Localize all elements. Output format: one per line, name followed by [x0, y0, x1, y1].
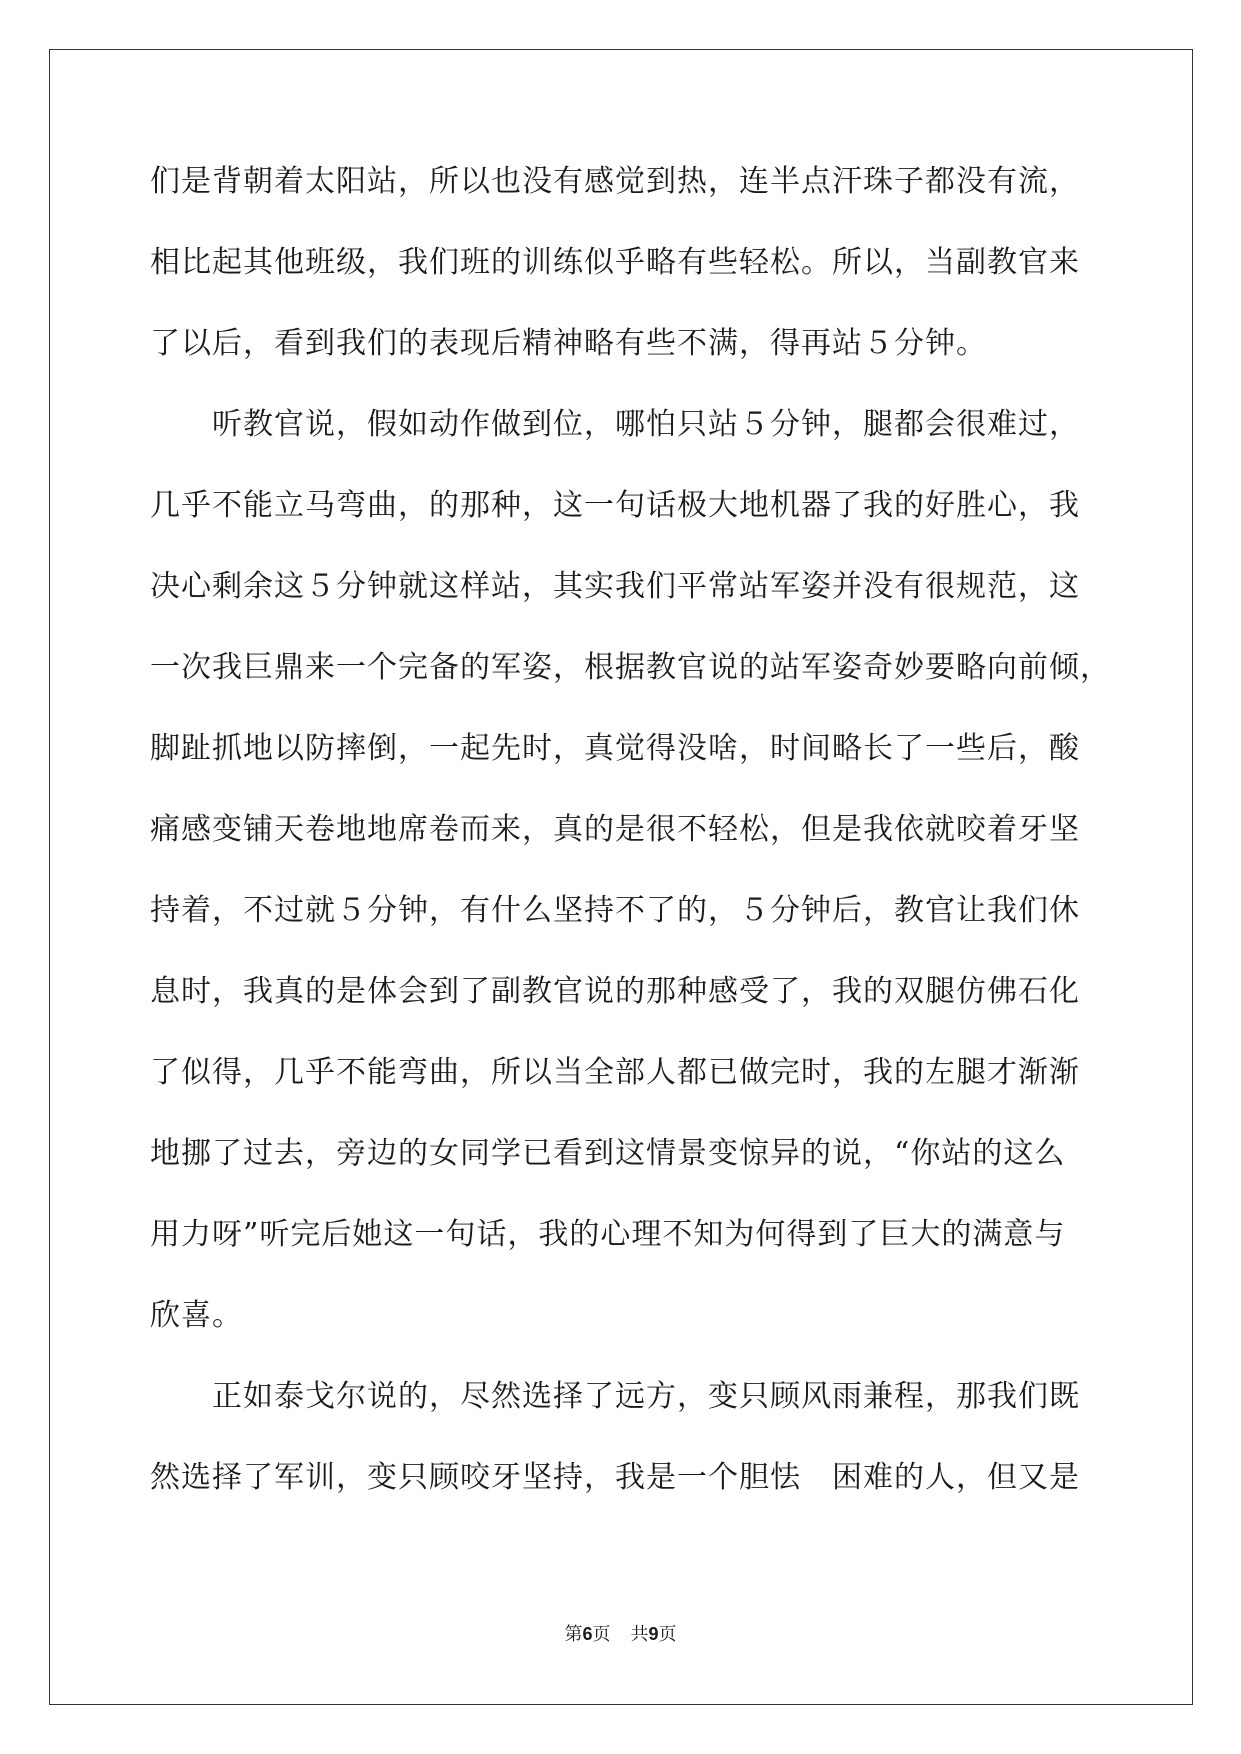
- total-suffix: 页: [658, 1624, 677, 1645]
- total-pages: 9: [648, 1624, 659, 1644]
- paragraph-start-line: 听教官说，假如动作做到位，哪怕只站５分钟，腿都会很难过，: [212, 407, 1080, 442]
- page-footer: [0, 1620, 1241, 1646]
- text-line: 决心剩余这５分钟就这样站，其实我们平常站军姿并没有很规范，这: [150, 569, 1080, 604]
- page-prefix: 第: [564, 1624, 583, 1645]
- text-line: 然选择了军训，变只顾咬牙坚持，我是一个胆怯 困难的人，但又是: [150, 1460, 1080, 1495]
- text-line: 一次我巨鼎来一个完备的军姿，根据教官说的站军姿奇妙要略向前倾，: [150, 650, 1111, 685]
- text-line: 息时，我真的是体会到了副教官说的那种感受了，我的双腿仿佛石化: [150, 974, 1080, 1009]
- text-line: 欣喜。: [150, 1298, 243, 1333]
- text-line: 相比起其他班级，我们班的训练似乎略有些轻松。所以，当副教官来: [150, 245, 1080, 280]
- page-number: 6: [582, 1624, 593, 1644]
- text-line: 脚趾抓地以防摔倒，一起先时，真觉得没啥，时间略长了一些后，酸: [150, 731, 1080, 766]
- text-line: 地挪了过去，旁边的女同学已看到这情景变惊异的说，“你站的这么: [150, 1136, 1066, 1171]
- text-line: 几乎不能立马弯曲，的那种，这一句话极大地机器了我的好胜心，我: [150, 488, 1080, 523]
- text-line: 了似得，几乎不能弯曲，所以当全部人都已做完时，我的左腿才渐渐: [150, 1055, 1080, 1090]
- text-line: 持着，不过就５分钟，有什么坚持不了的，５分钟后，教官让我们休: [150, 893, 1080, 928]
- paragraph-start-line: 正如泰戈尔说的，尽然选择了远方，变只顾风雨兼程，那我们既: [212, 1379, 1080, 1414]
- text-line: 痛感变铺天卷地地席卷而来，真的是很不轻松，但是我依就咬着牙坚: [150, 812, 1080, 847]
- text-line: 了以后，看到我们的表现后精神略有些不满，得再站５分钟。: [150, 326, 987, 361]
- document-body: [150, 162, 1111, 1539]
- text-line: 们是背朝着太阳站，所以也没有感觉到热，连半点汗珠子都没有流，: [150, 164, 1080, 199]
- page-suffix: 页: [592, 1624, 611, 1645]
- text-line: 用力呀”听完后她这一句话，我的心理不知为何得到了巨大的满意与: [150, 1217, 1066, 1252]
- total-prefix: 共: [630, 1624, 649, 1645]
